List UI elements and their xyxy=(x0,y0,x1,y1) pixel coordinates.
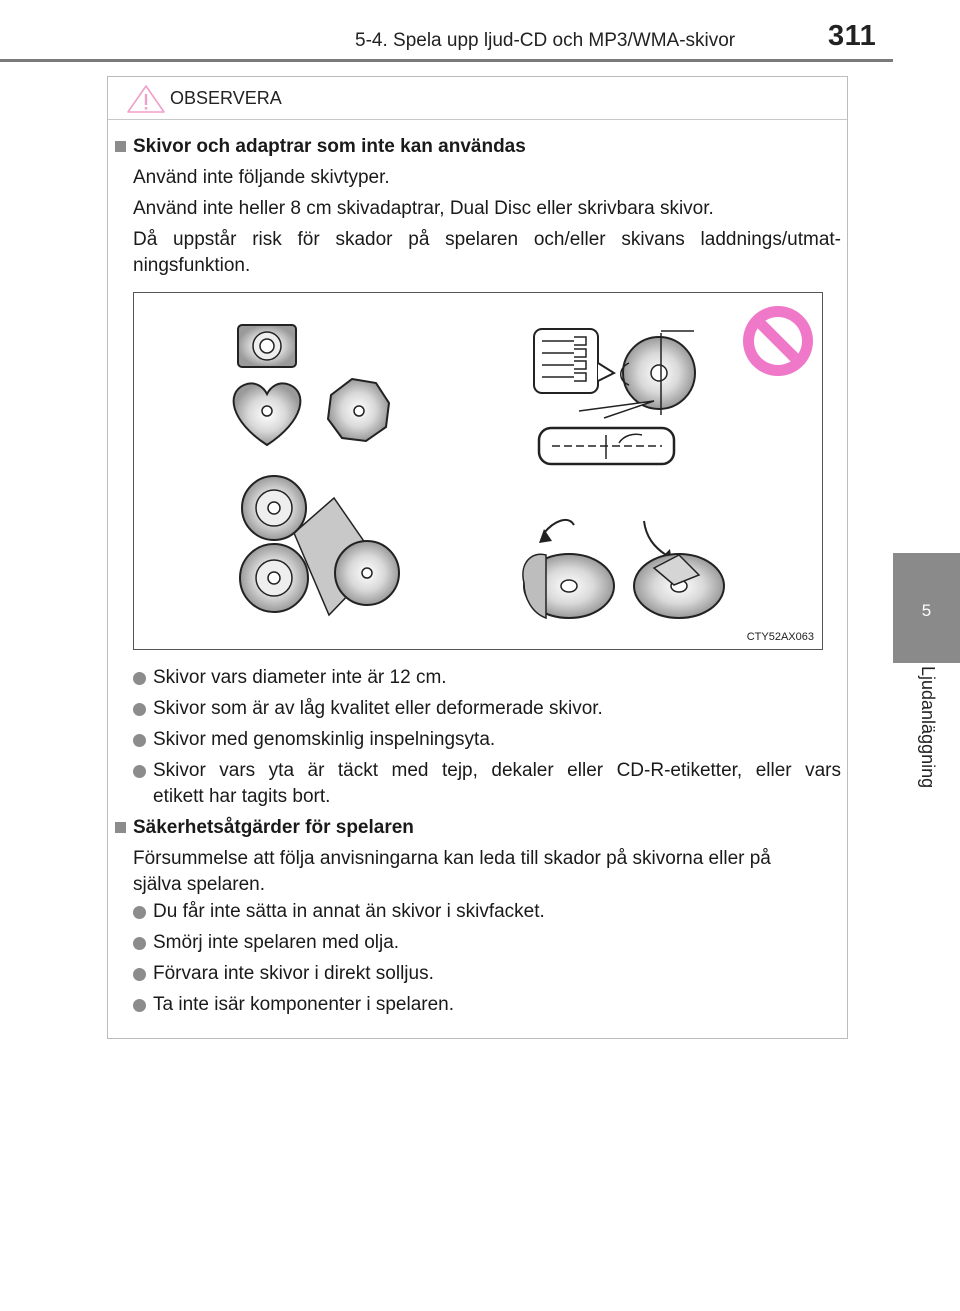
bullet-icon xyxy=(133,968,146,981)
bullet-icon xyxy=(133,672,146,685)
section1-bullet-1: Skivor vars diameter inte är 12 cm. xyxy=(153,667,447,688)
section2-paragraph-line-2: själva spelaren. xyxy=(133,874,266,895)
bullet-icon xyxy=(133,906,146,919)
section2-bullet-4: Ta inte isär komponenter i spelaren. xyxy=(153,994,454,1015)
bullet-icon xyxy=(133,937,146,950)
chapter-tab xyxy=(893,553,960,663)
section1-heading: Skivor och adaptrar som inte kan användas xyxy=(133,136,526,157)
notice-header xyxy=(108,77,847,120)
figure-code: CTY52AX063 xyxy=(746,631,814,643)
section1-bullet-4-line-2: etikett har tagits bort. xyxy=(153,786,331,807)
section-marker xyxy=(115,141,126,152)
section2-bullet-3: Förvara inte skivor i direkt solljus. xyxy=(153,963,434,984)
section1-paragraph-2: Använd inte heller 8 cm skivadaptrar, Dual Disc eller skrivbara skivor. xyxy=(133,198,714,219)
header-rule xyxy=(0,59,893,62)
chapter-number: 5 xyxy=(921,601,932,620)
section2-paragraph-line-1: Försummelse att följa anvisningarna kan leda till skador på skivorna eller på xyxy=(133,848,771,869)
page-number: 311 xyxy=(828,20,877,52)
section-title: 5-4. Spela upp ljud-CD och MP3/WMA-skivor xyxy=(355,30,736,51)
section1-paragraph-3-line-1: Då uppstår risk för skador på spelaren och/eller skivans laddnings/utmat- xyxy=(133,229,841,250)
page-header xyxy=(0,0,960,60)
section2-bullet-2: Smörj inte spelaren med olja. xyxy=(153,932,400,953)
section1-bullet-3: Skivor med genomskinlig inspelningsyta. xyxy=(153,729,496,750)
section2-bullet-1: Du får inte sätta in annat än skivor i skivfacket. xyxy=(153,901,545,922)
unusable-discs-figure xyxy=(133,292,823,650)
section2-heading: Säkerhetsåtgärder för spelaren xyxy=(133,817,414,838)
warning-triangle-icon xyxy=(126,84,166,114)
section1-bullet-4-line-1: Skivor vars yta är täckt med tejp, dekaler eller CD-R-etiketter, eller vars xyxy=(153,760,841,781)
bullet-icon xyxy=(133,703,146,716)
chapter-label: Ljudanläggning xyxy=(918,666,938,789)
bullet-icon xyxy=(133,765,146,778)
prohibition-icon xyxy=(743,306,813,376)
section-marker xyxy=(115,822,126,833)
section1-paragraph-3-line-2: ningsfunktion. xyxy=(133,255,251,276)
section1-paragraph-1: Använd inte följande skivtyper. xyxy=(133,167,390,188)
notice-title: OBSERVERA xyxy=(170,88,282,108)
bullet-icon xyxy=(133,734,146,747)
bullet-icon xyxy=(133,999,146,1012)
section1-bullet-2: Skivor som är av låg kvalitet eller deformerade skivor. xyxy=(153,698,603,719)
unusable-discs-illustration xyxy=(134,293,822,649)
chapter-label-container xyxy=(893,666,960,826)
